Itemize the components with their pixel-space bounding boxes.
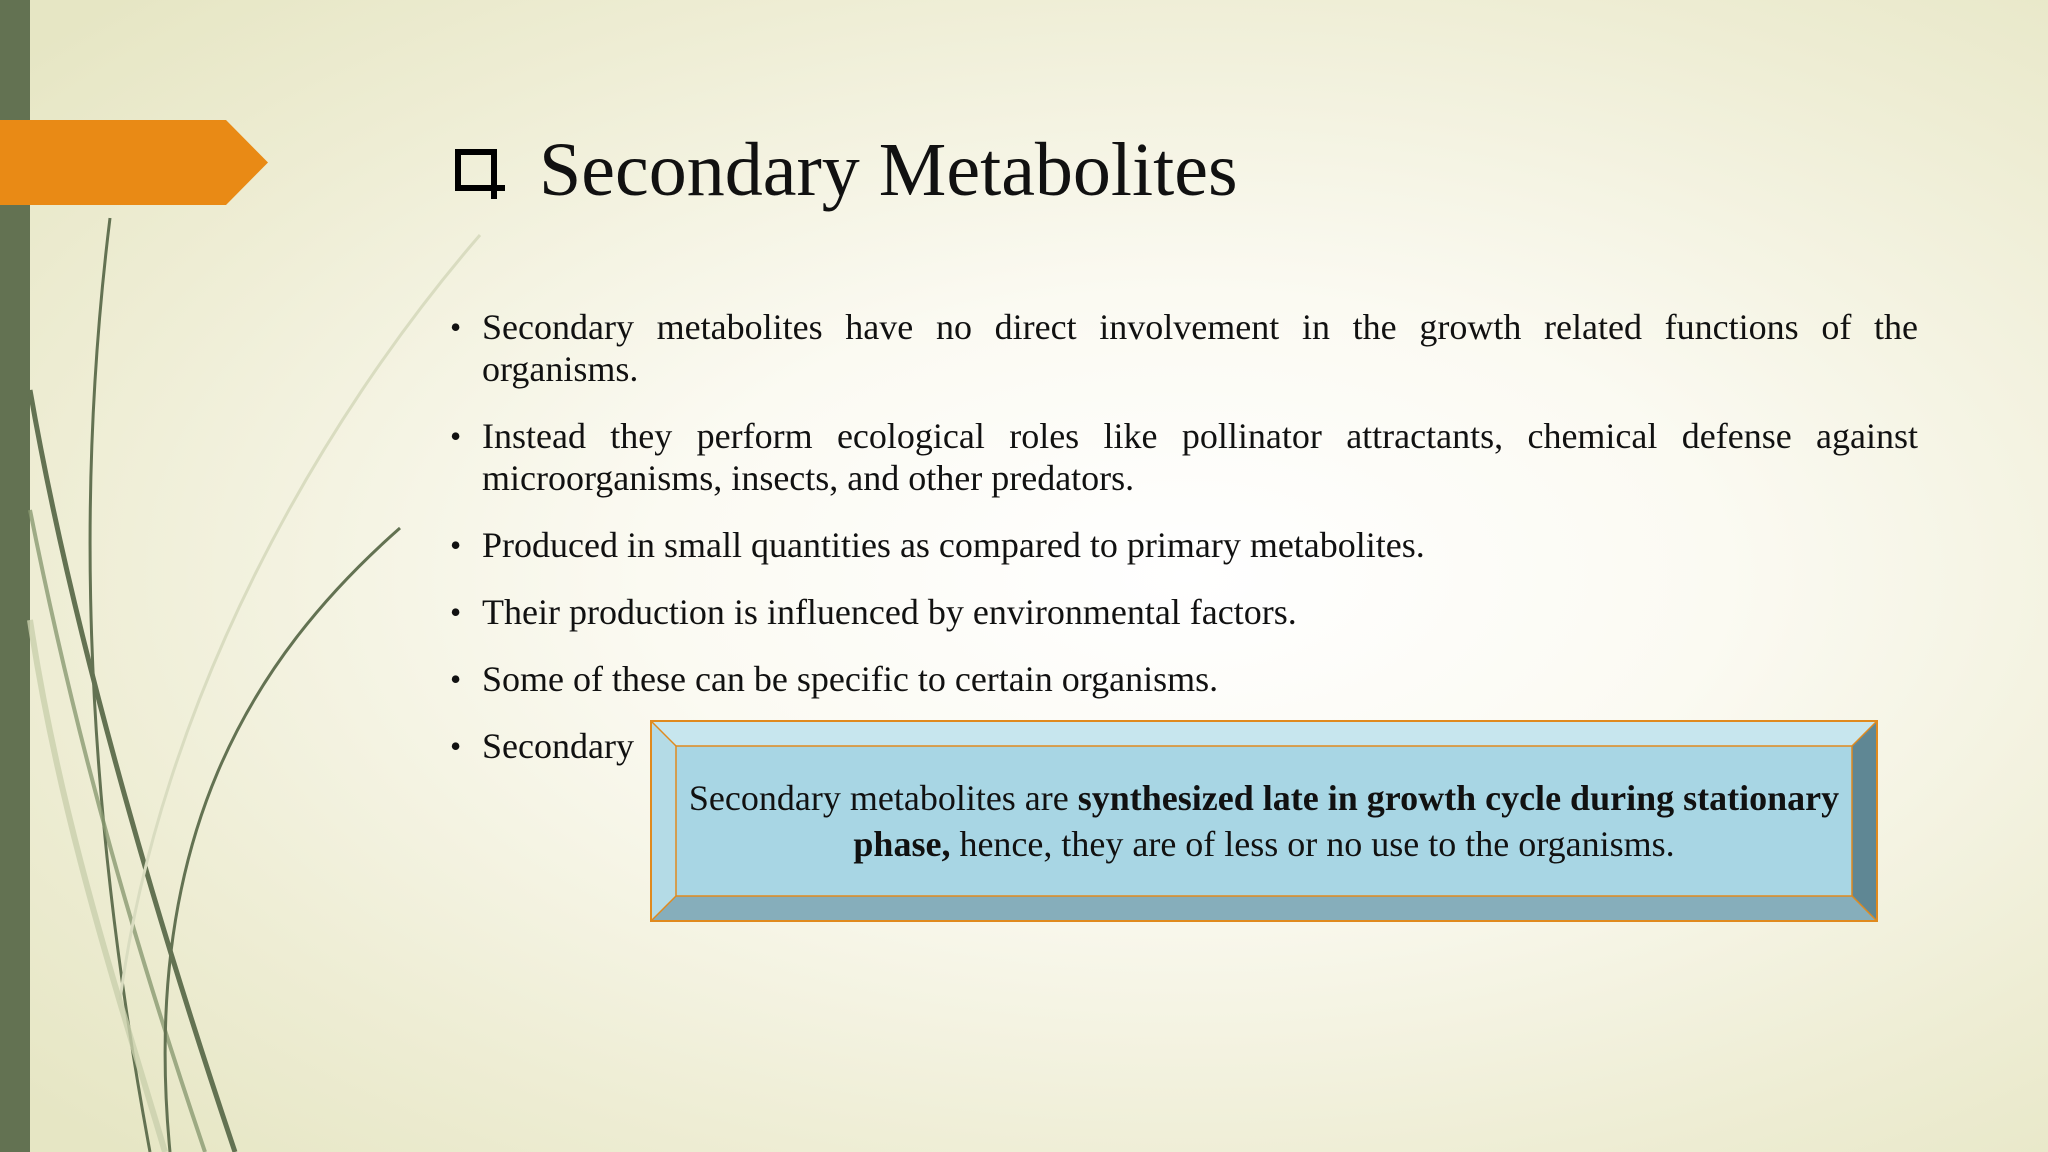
bullet-item: • Their production is influenced by environmental factors. [450,591,1918,633]
bullet-item: • Secondary metabolites have no direct involvement in the growth related functions of the organisms. [450,306,1918,390]
title-row [455,125,1238,215]
callout-box [650,720,1878,922]
bullet-item: • Secondary [450,725,1918,767]
bullet-item: • Instead they perform ecological roles like pollinator attractants, chemical defense against microorganisms, insects, and other predators. [450,415,1918,499]
slide-title: Secondary Metabolites [539,128,1238,212]
callout-text-part3: hence, they are of less or no use to the organisms. [950,824,1675,864]
checkbox-square-icon [455,149,497,191]
callout-text-bold: synthesized late in growth cycle during stationary phase, [853,778,1840,864]
callout-text [676,775,1852,867]
bullet-item: • Some of these can be specific to certain organisms. [450,658,1918,700]
title-arrow-accent [0,120,268,205]
bullet-item: • Produced in small quantities as compared to primary metabolites. [450,524,1918,566]
callout-text-part1: Secondary metabolites are [688,778,1078,818]
callout-face [676,746,1852,896]
